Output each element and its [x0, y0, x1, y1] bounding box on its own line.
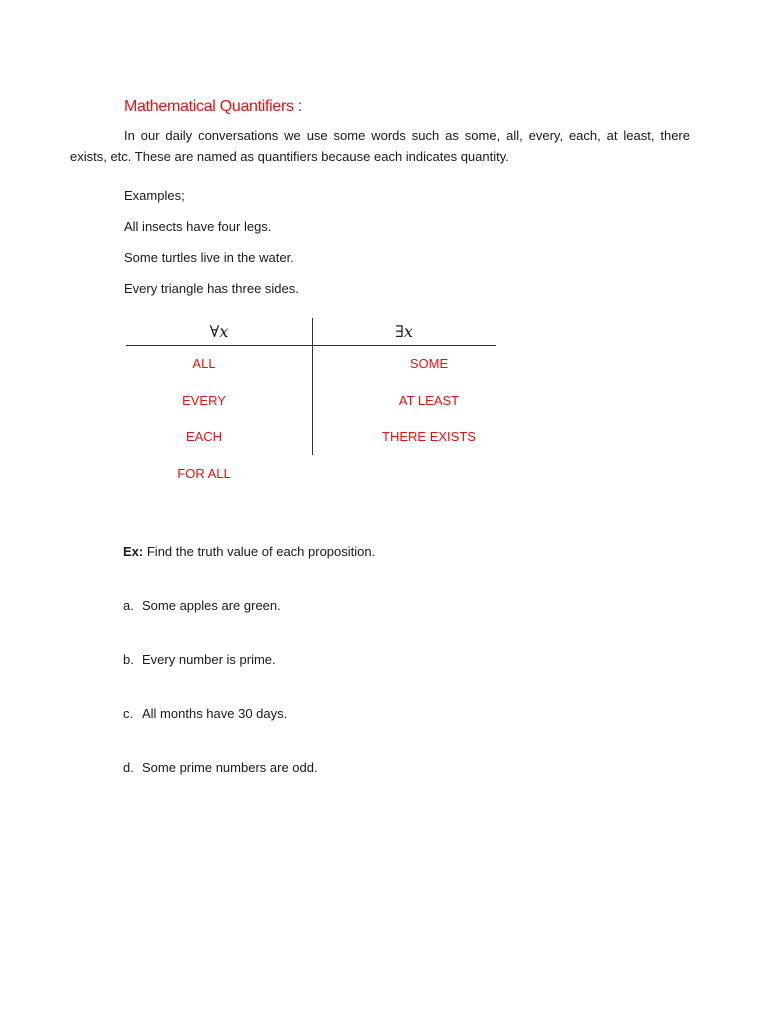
- exercise-item: [123, 760, 318, 775]
- existential-symbol: ∃x: [395, 322, 413, 341]
- example-3: Every triangle has three sides.: [124, 281, 299, 296]
- intro-paragraph: In our daily conversations we use some words such as some, all, every, each, at least, there exists, etc. These are named as quantifiers because each indicates quantity.: [70, 128, 690, 164]
- existential-word: THERE EXISTS: [382, 429, 476, 444]
- quantifier-table: [126, 318, 496, 498]
- universal-word: FOR ALL: [177, 465, 231, 481]
- item-text: Some prime numbers are odd.: [142, 760, 318, 775]
- exercise-item: [123, 598, 281, 613]
- universal-words-list: [126, 356, 282, 502]
- item-marker: a.: [123, 598, 134, 613]
- exercise-item: [123, 706, 287, 721]
- universal-word: ALL: [192, 356, 216, 371]
- existential-word: SOME: [409, 356, 449, 371]
- exercise-label: Ex:: [123, 544, 144, 559]
- exercise-item: [123, 652, 276, 667]
- exercise-prompt: Find the truth value of each proposition.: [146, 544, 376, 559]
- existential-words-list: [312, 356, 546, 466]
- item-text: Some apples are green.: [142, 598, 281, 613]
- example-1: All insects have four legs.: [124, 219, 272, 234]
- item-marker: d.: [123, 760, 134, 775]
- item-marker: c.: [123, 706, 134, 721]
- examples-label: Examples;: [124, 188, 185, 203]
- item-text: All months have 30 days.: [142, 706, 288, 721]
- universal-word: EVERY: [182, 392, 226, 408]
- item-text: Every number is prime.: [142, 652, 276, 667]
- universal-symbol: ∀x: [209, 322, 229, 341]
- item-marker: b.: [123, 652, 134, 667]
- exercise-heading: [123, 544, 375, 559]
- example-2: Some turtles live in the water.: [124, 250, 294, 265]
- table-header-rule: [126, 345, 496, 346]
- page-title: Mathematical Quantifiers :: [124, 98, 303, 115]
- existential-word: AT LEAST: [398, 392, 460, 408]
- universal-word: EACH: [185, 429, 223, 444]
